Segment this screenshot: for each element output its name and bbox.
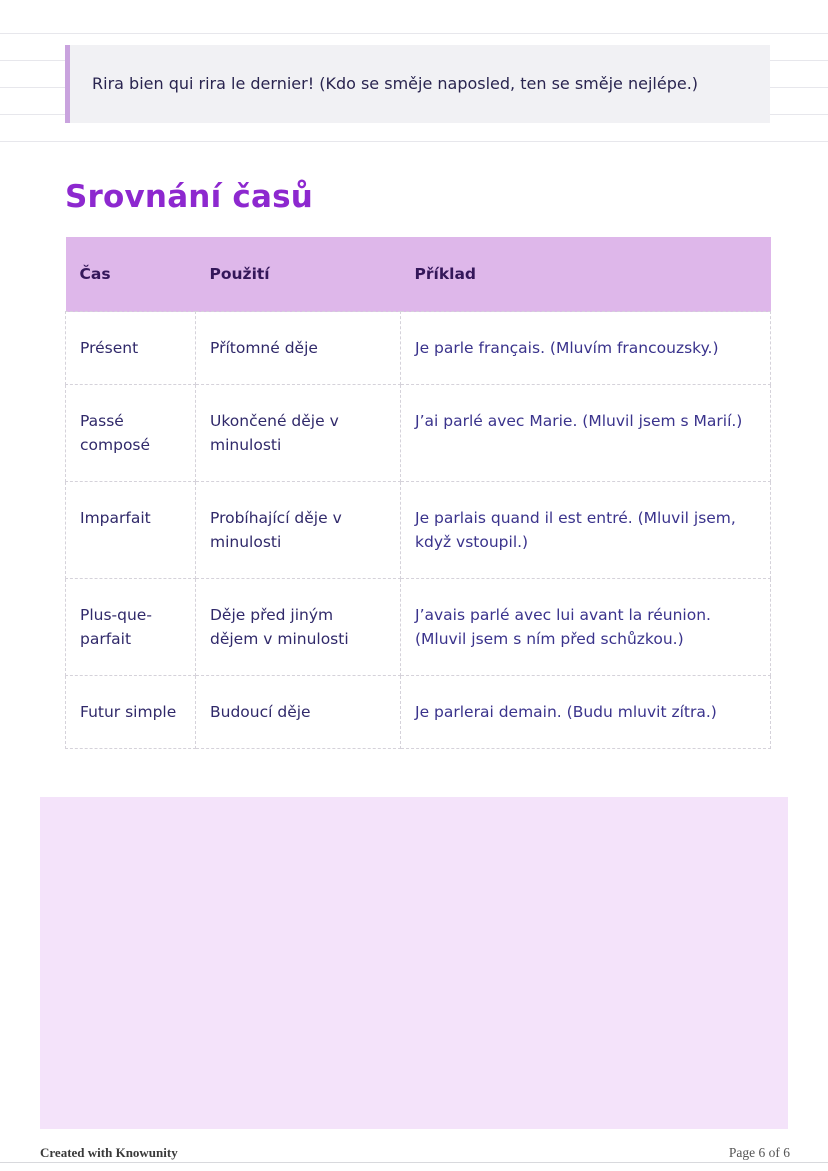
table-cell: Probíhající děje v minulosti: [196, 482, 401, 579]
table-cell: Imparfait: [66, 482, 196, 579]
table-cell: J’ai parlé avec Marie. (Mluvil jsem s Marií.): [401, 385, 771, 482]
table-cell: Budoucí děje: [196, 676, 401, 749]
bottom-highlight-box: [40, 797, 788, 1129]
table-header-cell: Čas: [66, 237, 196, 312]
table-header-cell: Příklad: [401, 237, 771, 312]
table-cell: J’avais parlé avec lui avant la réunion. (Mluvil jsem s ním před schůzkou.): [401, 579, 771, 676]
page-footer: [0, 1145, 828, 1161]
table-cell: Ukončené děje v minulosti: [196, 385, 401, 482]
page-number-label: Page 6 of 6: [728, 1145, 790, 1160]
page-edge-line: [0, 1162, 828, 1163]
table-row: [66, 482, 771, 579]
comparison-table: [65, 237, 771, 749]
table-cell: Je parle français. (Mluvím francouzsky.): [401, 312, 771, 385]
created-with-label: Created with Knowunity: [40, 1145, 178, 1160]
table-cell: Passé composé: [66, 385, 196, 482]
page-content: [0, 45, 828, 749]
table-cell: Futur simple: [66, 676, 196, 749]
table-cell: Děje před jiným dějem v minulosti: [196, 579, 401, 676]
table-row: [66, 312, 771, 385]
section-title: Srovnání časů: [65, 179, 314, 215]
table-cell: Présent: [66, 312, 196, 385]
quote-text: Rira bien qui rira le dernier! (Kdo se směje naposled, ten se směje nejlépe.): [92, 74, 699, 93]
table-row: [66, 676, 771, 749]
table-row: [66, 579, 771, 676]
table-cell: Je parlerai demain. (Budu mluvit zítra.): [401, 676, 771, 749]
quote-block: [65, 45, 770, 123]
table-header-row: [66, 237, 771, 312]
table-cell: Přítomné děje: [196, 312, 401, 385]
ruled-line: [0, 33, 828, 34]
comparison-table-body: [66, 312, 771, 749]
table-cell: Je parlais quand il est entré. (Mluvil jsem, když vstoupil.): [401, 482, 771, 579]
table-cell: Plus-que-parfait: [66, 579, 196, 676]
table-header-cell: Použití: [196, 237, 401, 312]
table-row: [66, 385, 771, 482]
